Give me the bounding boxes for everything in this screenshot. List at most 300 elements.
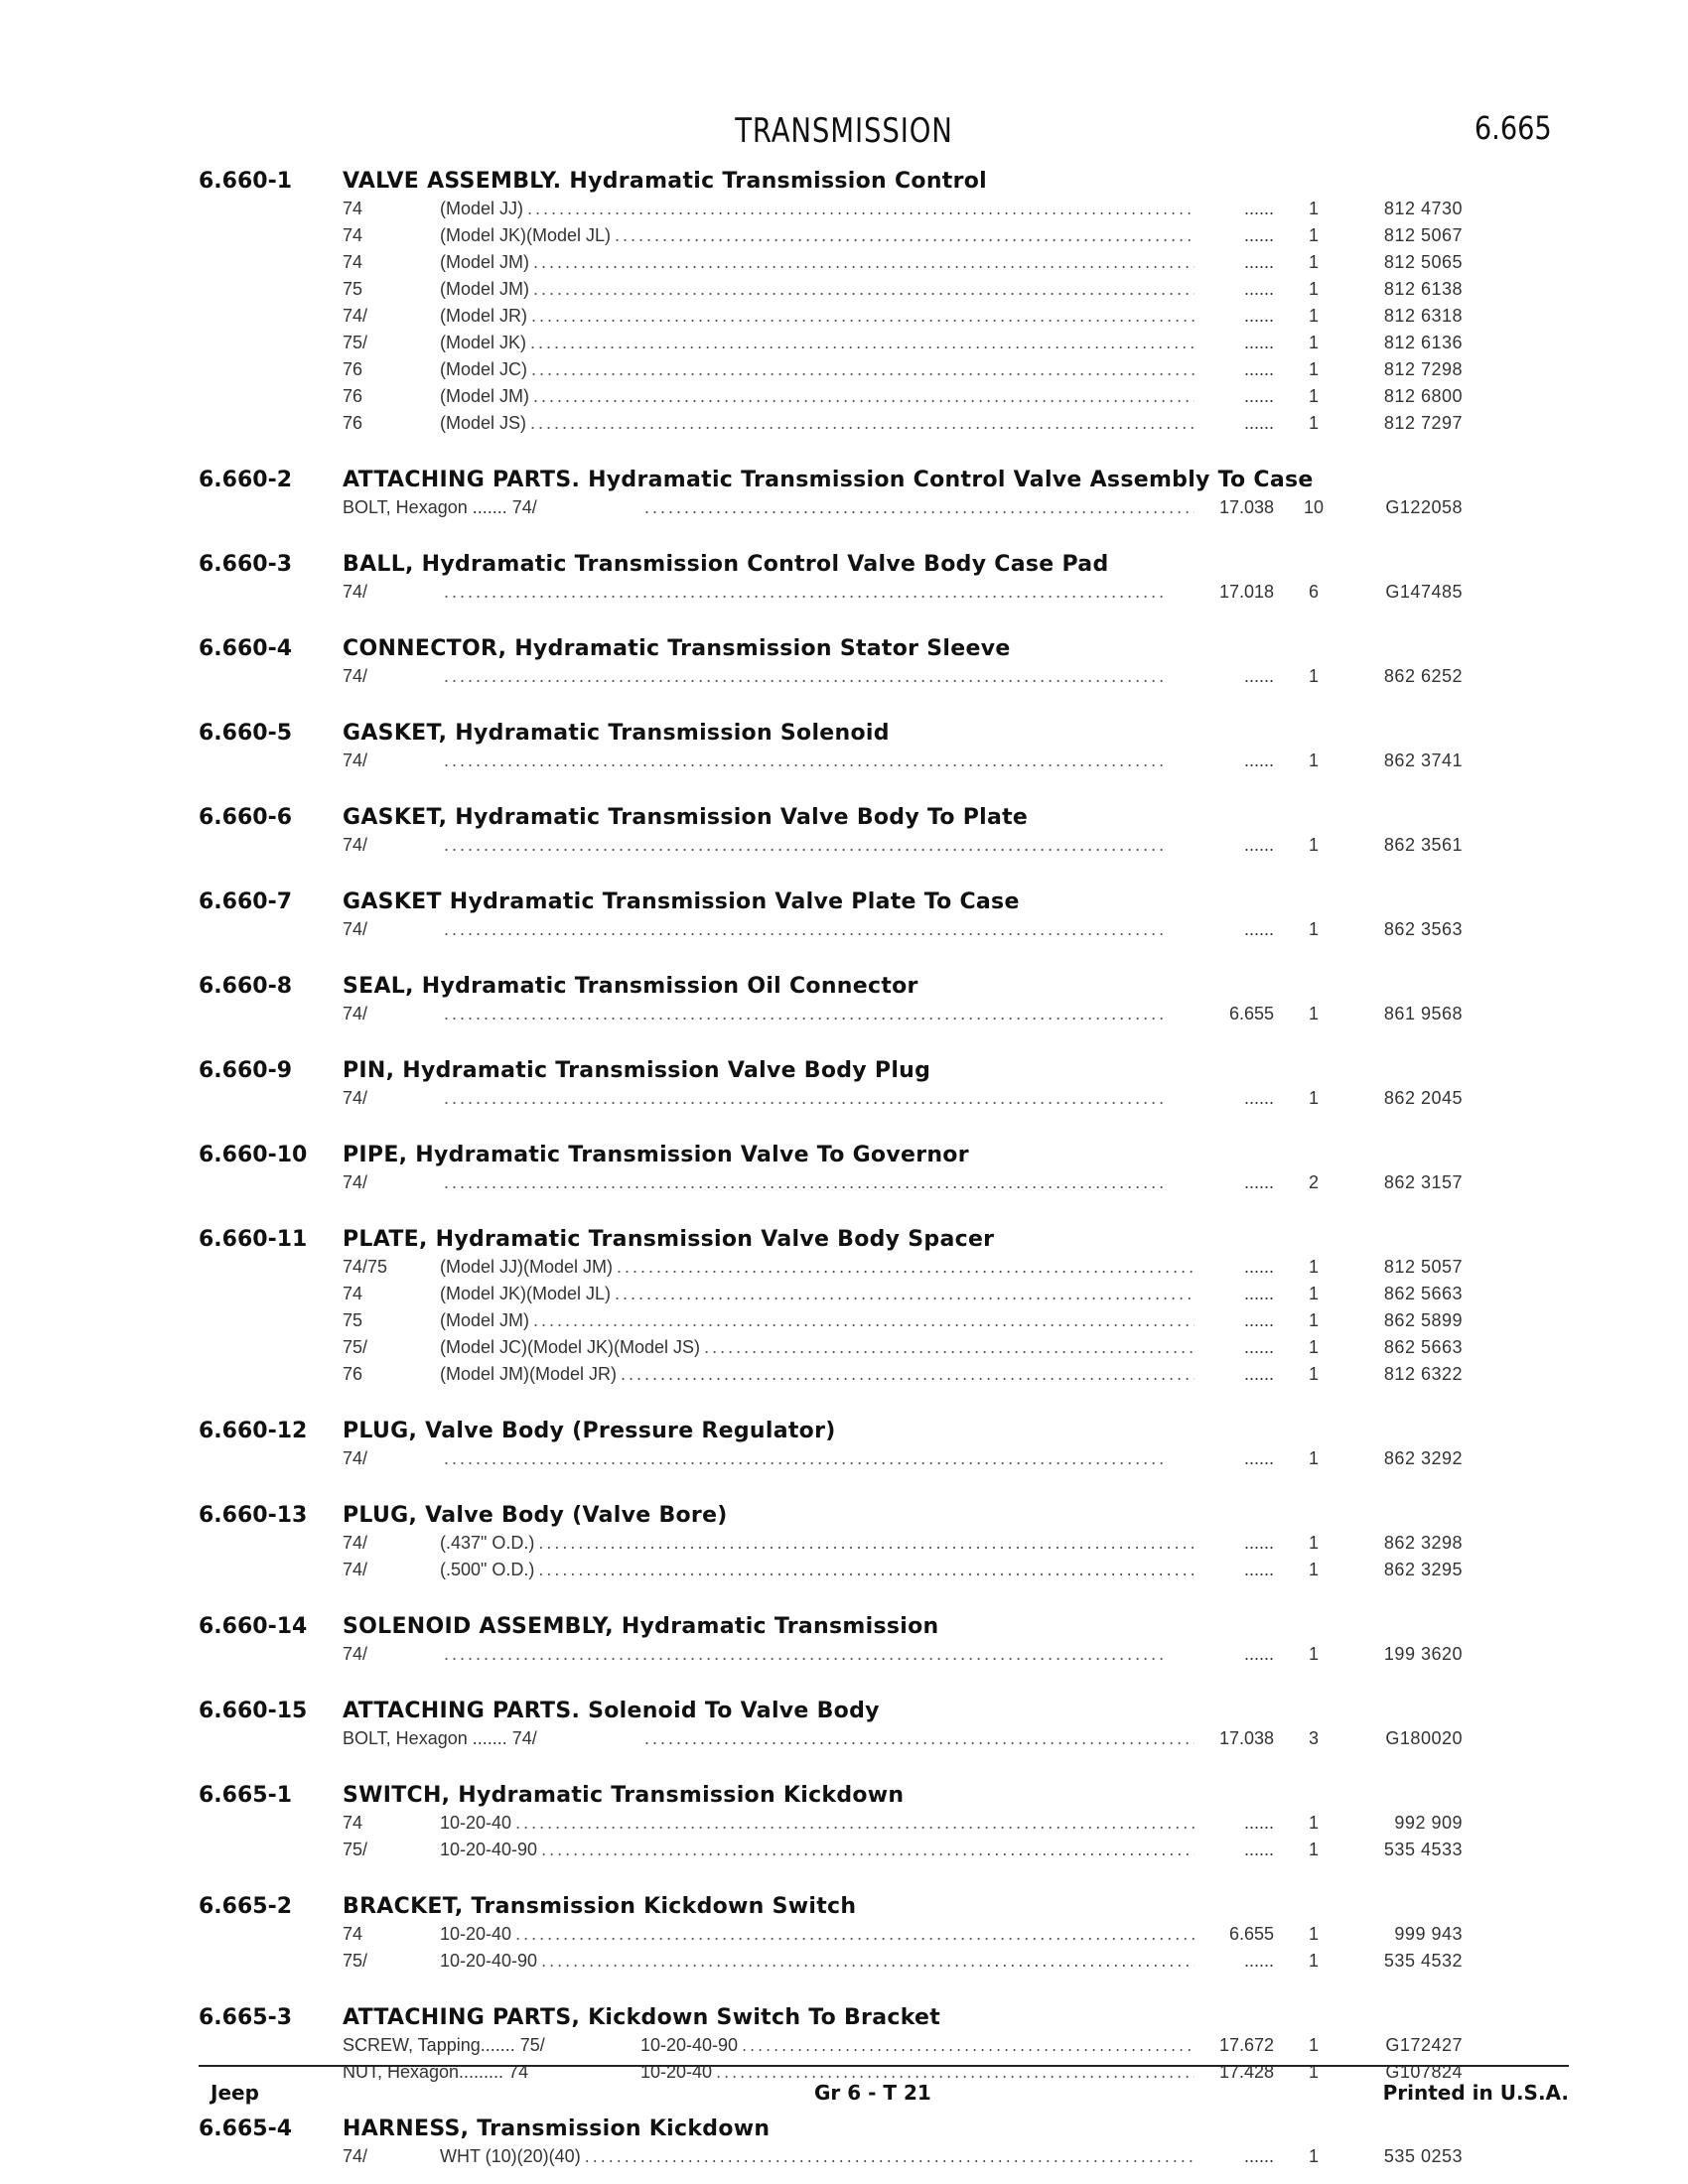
quantity: 1 (1308, 1533, 1319, 1553)
description-leader (440, 835, 1195, 856)
illustration-ref: ...... (1243, 2146, 1274, 2166)
part-line (199, 252, 1529, 279)
parts-entry (199, 1227, 1529, 1391)
illustration-ref: ...... (1243, 1840, 1274, 1859)
part-name: SOLENOID ASSEMBLY, Hydramatic Transmission (343, 1614, 939, 1639)
item-number: 6.660-7 (199, 889, 293, 914)
usage-description (440, 919, 444, 939)
page-title: TRANSMISSION (735, 111, 953, 151)
model-year: 74 (343, 225, 363, 245)
part-number: G180020 (1385, 1728, 1463, 1748)
part-line (199, 1257, 1529, 1284)
part-number: 812 6318 (1383, 306, 1463, 326)
part-name: SWITCH, Hydramatic Transmission Kickdown (343, 1783, 905, 1808)
quantity: 1 (1308, 333, 1319, 352)
description-leader (440, 1004, 1195, 1024)
model-year: 75/ (343, 1951, 368, 1971)
model-year: 75/ (343, 1840, 368, 1859)
entry-heading (199, 889, 1529, 919)
model-year: 75 (343, 279, 363, 299)
model-year: 74/ (343, 2146, 368, 2166)
entry-heading (199, 1614, 1529, 1644)
illustration-ref: ...... (1243, 1560, 1274, 1579)
illustration-ref: ...... (1243, 1951, 1274, 1971)
part-line (199, 1337, 1529, 1364)
description-leader (440, 333, 1195, 353)
item-number: 6.660-9 (199, 1058, 293, 1083)
part-number: G147485 (1385, 582, 1463, 602)
entry-heading (199, 1783, 1529, 1813)
part-name: GASKET, Hydramatic Transmission Valve Body To Plate (343, 805, 1029, 830)
part-number: G172427 (1385, 2035, 1463, 2055)
part-number: 535 4532 (1383, 1951, 1463, 1971)
quantity: 1 (1308, 1813, 1319, 1833)
part-line (199, 1004, 1529, 1030)
usage-description: (Model JK) (440, 333, 530, 352)
part-number: 812 6322 (1383, 1364, 1463, 1384)
part-line (199, 413, 1529, 440)
parts-entry (199, 636, 1529, 693)
parts-entry (199, 1419, 1529, 1475)
description-leader (440, 1448, 1195, 1469)
usage-description (440, 582, 444, 602)
usage-description: (Model JK)(Model JL) (440, 225, 615, 245)
description-leader (440, 1533, 1195, 1554)
usage-description: 10-20-40-90 (440, 1840, 541, 1859)
usage-description (640, 497, 644, 517)
illustration-ref: ...... (1243, 306, 1274, 326)
quantity: 1 (1308, 252, 1319, 272)
item-number: 6.660-5 (199, 721, 293, 746)
usage-description (440, 666, 444, 686)
quantity: 1 (1308, 666, 1319, 686)
model-year: 75/ (343, 1337, 368, 1357)
entry-heading (199, 1143, 1529, 1172)
part-line (199, 1924, 1529, 1951)
illustration-ref: ...... (1243, 1172, 1274, 1192)
part-number: 862 5663 (1383, 1337, 1463, 1357)
parts-entry (199, 552, 1529, 609)
entry-heading (199, 974, 1529, 1004)
quantity: 1 (1308, 1310, 1319, 1330)
part-number: 862 3292 (1383, 1448, 1463, 1468)
usage-description: 10-20-40 (440, 1813, 515, 1833)
quantity: 1 (1308, 306, 1319, 326)
model-year: 74/ (343, 1533, 368, 1553)
quantity: 1 (1308, 1560, 1319, 1579)
entry-heading (199, 1699, 1529, 1728)
part-number: G122058 (1385, 497, 1463, 517)
illustration-ref: 6.655 (1228, 1924, 1274, 1944)
quantity: 1 (1308, 1924, 1319, 1944)
parts-entry (199, 2116, 1529, 2173)
illustration-ref: ...... (1243, 835, 1274, 855)
part-line (199, 386, 1529, 413)
model-year: 76 (343, 386, 363, 406)
quantity: 10 (1303, 497, 1325, 517)
quantity: 1 (1308, 225, 1319, 245)
quantity: 1 (1308, 751, 1319, 770)
parts-entry (199, 805, 1529, 862)
model-year: 74 (343, 252, 363, 272)
usage-description: (Model JJ) (440, 199, 527, 218)
footer-brand: Jeep (211, 2081, 259, 2105)
description-leader (640, 497, 1195, 518)
model-year: 74/ (343, 1560, 368, 1579)
usage-description (440, 1088, 444, 1108)
item-number: 6.660-12 (199, 1419, 308, 1443)
description-leader (440, 582, 1195, 603)
model-year: 74 (343, 199, 363, 218)
quantity: 1 (1308, 1840, 1319, 1859)
footer-printed: Printed in U.S.A. (1382, 2081, 1569, 2105)
part-line (199, 1172, 1529, 1199)
description-leader (440, 279, 1195, 300)
description-leader (440, 1088, 1195, 1109)
model-year: 74/ (343, 306, 368, 326)
part-line (199, 1951, 1529, 1978)
illustration-ref: 17.428 (1218, 2062, 1274, 2082)
quantity: 1 (1308, 1257, 1319, 1277)
description-leader (440, 1364, 1195, 1385)
part-line (199, 1560, 1529, 1586)
entry-heading (199, 805, 1529, 835)
description-leader (440, 306, 1195, 327)
model-year: NUT, Hexagon......... 74 (343, 2062, 529, 2082)
parts-entry (199, 721, 1529, 777)
model-year: 74/ (343, 666, 368, 686)
quantity: 1 (1308, 1337, 1319, 1357)
usage-description: (Model JC)(Model JK)(Model JS) (440, 1337, 704, 1357)
parts-list (199, 169, 1529, 2183)
part-number: G107824 (1385, 2062, 1463, 2082)
part-line (199, 359, 1529, 386)
usage-description: 10-20-40 (640, 2062, 716, 2082)
model-year: BOLT, Hexagon ....... 74/ (343, 1728, 537, 1748)
part-number: 535 0253 (1383, 2146, 1463, 2166)
entry-heading (199, 636, 1529, 666)
description-leader (440, 413, 1195, 434)
part-number: 812 5065 (1383, 252, 1463, 272)
description-leader (440, 1560, 1195, 1580)
illustration-ref: 17.038 (1218, 1728, 1274, 1748)
item-number: 6.660-4 (199, 636, 293, 661)
part-name: SEAL, Hydramatic Transmission Oil Connector (343, 974, 918, 999)
item-number: 6.660-6 (199, 805, 293, 830)
part-name: ATTACHING PARTS. Hydramatic Transmission Control Valve Assembly To Case (343, 468, 1314, 492)
description-leader (440, 359, 1195, 380)
illustration-ref: ...... (1243, 225, 1274, 245)
part-number: 812 4730 (1383, 199, 1463, 218)
description-leader (440, 2146, 1195, 2167)
part-line (199, 1448, 1529, 1475)
usage-description (440, 1644, 444, 1664)
usage-description (440, 1172, 444, 1192)
entry-heading (199, 552, 1529, 582)
quantity: 3 (1308, 1728, 1319, 1748)
part-name: PLATE, Hydramatic Transmission Valve Body Spacer (343, 1227, 995, 1252)
part-number: 812 5067 (1383, 225, 1463, 245)
description-leader (440, 1924, 1195, 1945)
part-name: ATTACHING PARTS, Kickdown Switch To Bracket (343, 2005, 941, 2030)
illustration-ref: ...... (1243, 1088, 1274, 1108)
part-line (199, 835, 1529, 862)
usage-description: 10-20-40 (440, 1924, 515, 1944)
item-number: 6.665-1 (199, 1783, 293, 1808)
entry-heading (199, 1894, 1529, 1924)
model-year: 74/ (343, 1088, 368, 1108)
usage-description (440, 1004, 444, 1024)
usage-description: (Model JJ)(Model JM) (440, 1257, 617, 1277)
usage-description: (Model JR) (440, 306, 531, 326)
part-line (199, 2035, 1529, 2062)
description-leader (440, 252, 1195, 273)
illustration-ref: ...... (1243, 1257, 1274, 1277)
part-number: 999 943 (1394, 1924, 1463, 1944)
illustration-ref: ...... (1243, 1448, 1274, 1468)
entry-heading (199, 1227, 1529, 1257)
description-leader (440, 1310, 1195, 1331)
parts-entry (199, 974, 1529, 1030)
illustration-ref: ...... (1243, 333, 1274, 352)
part-name: BRACKET, Transmission Kickdown Switch (343, 1894, 857, 1919)
description-leader (440, 1172, 1195, 1193)
usage-description (440, 1448, 444, 1468)
usage-description (440, 751, 444, 770)
part-number: 862 5899 (1383, 1310, 1463, 1330)
entry-heading (199, 1419, 1529, 1448)
entry-heading (199, 1058, 1529, 1088)
illustration-ref: ...... (1243, 666, 1274, 686)
description-leader (440, 1284, 1195, 1304)
part-number: 812 7297 (1383, 413, 1463, 433)
part-line (199, 1364, 1529, 1391)
description-leader (440, 751, 1195, 771)
part-number: 812 6136 (1383, 333, 1463, 352)
part-line (199, 1840, 1529, 1866)
model-year: 75/ (343, 333, 368, 352)
quantity: 1 (1308, 413, 1319, 433)
item-number: 6.660-3 (199, 552, 293, 577)
quantity: 1 (1308, 2146, 1319, 2166)
part-line (199, 1284, 1529, 1310)
usage-description: 10-20-40-90 (640, 2035, 742, 2055)
model-year: 76 (343, 413, 363, 433)
description-leader (640, 2035, 1195, 2056)
description-leader (440, 1951, 1195, 1972)
part-number: 812 5057 (1383, 1257, 1463, 1277)
part-line (199, 1310, 1529, 1337)
part-name: PIN, Hydramatic Transmission Valve Body Plug (343, 1058, 931, 1083)
part-number: 862 3298 (1383, 1533, 1463, 1553)
part-line (199, 1644, 1529, 1671)
illustration-ref: ...... (1243, 1284, 1274, 1303)
part-name: PLUG, Valve Body (Valve Bore) (343, 1503, 728, 1528)
description-leader (440, 919, 1195, 940)
description-leader (440, 199, 1195, 219)
parts-entry (199, 1783, 1529, 1866)
part-name: GASKET Hydramatic Transmission Valve Plate To Case (343, 889, 1020, 914)
illustration-ref: ...... (1243, 199, 1274, 218)
model-year: 75 (343, 1310, 363, 1330)
part-number: 812 7298 (1383, 359, 1463, 379)
description-leader (440, 386, 1195, 407)
parts-entry (199, 2005, 1529, 2089)
entry-heading (199, 1503, 1529, 1533)
description-leader (440, 1337, 1195, 1358)
usage-description: WHT (10)(20)(40) (440, 2146, 585, 2166)
item-number: 6.660-10 (199, 1143, 308, 1167)
model-year: 74/ (343, 1448, 368, 1468)
part-name: CONNECTOR, Hydramatic Transmission Stator Sleeve (343, 636, 1011, 661)
illustration-ref: 17.038 (1218, 497, 1274, 517)
part-line (199, 279, 1529, 306)
model-year: 74/ (343, 1172, 368, 1192)
quantity: 1 (1308, 2035, 1319, 2055)
part-line (199, 666, 1529, 693)
entry-heading (199, 2005, 1529, 2035)
description-leader (440, 1840, 1195, 1860)
part-number: 992 909 (1394, 1813, 1463, 1833)
model-year: 74/ (343, 919, 368, 939)
part-name: ATTACHING PARTS. Solenoid To Valve Body (343, 1699, 880, 1723)
part-line (199, 333, 1529, 359)
illustration-ref: ...... (1243, 386, 1274, 406)
quantity: 1 (1308, 279, 1319, 299)
part-line (199, 582, 1529, 609)
part-number: 862 3295 (1383, 1560, 1463, 1579)
part-number: 862 6252 (1383, 666, 1463, 686)
illustration-ref: ...... (1243, 413, 1274, 433)
parts-entry (199, 468, 1529, 524)
item-number: 6.665-2 (199, 1894, 293, 1919)
part-line (199, 751, 1529, 777)
quantity: 1 (1308, 2062, 1319, 2082)
footer-page-ref: Gr 6 - T 21 (814, 2081, 931, 2105)
model-year: 74/ (343, 1004, 368, 1024)
illustration-ref: ...... (1243, 1533, 1274, 1553)
model-year: SCREW, Tapping....... 75/ (343, 2035, 545, 2055)
model-year: BOLT, Hexagon ....... 74/ (343, 497, 537, 517)
part-line (199, 306, 1529, 333)
part-line (199, 1533, 1529, 1560)
parts-entry (199, 1699, 1529, 1755)
part-line (199, 497, 1529, 524)
illustration-ref: ...... (1243, 919, 1274, 939)
quantity: 1 (1308, 386, 1319, 406)
description-leader (640, 1728, 1195, 1749)
quantity: 1 (1308, 1284, 1319, 1303)
quantity: 1 (1308, 199, 1319, 218)
illustration-ref: 17.672 (1218, 2035, 1274, 2055)
quantity: 1 (1308, 1088, 1319, 1108)
illustration-ref: 6.655 (1228, 1004, 1274, 1024)
part-number: 862 3157 (1383, 1172, 1463, 1192)
quantity: 1 (1308, 1951, 1319, 1971)
part-name: HARNESS, Transmission Kickdown (343, 2116, 771, 2141)
parts-entry (199, 1058, 1529, 1115)
model-year: 74/ (343, 1644, 368, 1664)
model-year: 74/75 (343, 1257, 388, 1277)
illustration-ref: ...... (1243, 1644, 1274, 1664)
part-line (199, 2146, 1529, 2173)
item-number: 6.660-15 (199, 1699, 308, 1723)
parts-entry (199, 1143, 1529, 1199)
usage-description (640, 1728, 644, 1748)
illustration-ref: ...... (1243, 1364, 1274, 1384)
part-line (199, 919, 1529, 946)
quantity: 1 (1308, 359, 1319, 379)
quantity: 2 (1308, 1172, 1319, 1192)
illustration-ref: ...... (1243, 1813, 1274, 1833)
usage-description: (Model JM)(Model JR) (440, 1364, 621, 1384)
part-number: 862 3561 (1383, 835, 1463, 855)
illustration-ref: 17.018 (1218, 582, 1274, 602)
entry-heading (199, 468, 1529, 497)
parts-entry (199, 1503, 1529, 1586)
illustration-ref: ...... (1243, 279, 1274, 299)
description-leader (440, 1257, 1195, 1278)
item-number: 6.660-2 (199, 468, 293, 492)
quantity: 1 (1308, 1644, 1319, 1664)
illustration-ref: ...... (1243, 1337, 1274, 1357)
usage-description: (Model JM) (440, 1310, 533, 1330)
quantity: 6 (1308, 582, 1319, 602)
item-number: 6.660-8 (199, 974, 293, 999)
part-number: 199 3620 (1383, 1644, 1463, 1664)
item-number: 6.660-13 (199, 1503, 308, 1528)
description-leader (440, 666, 1195, 687)
description-leader (440, 1644, 1195, 1665)
model-year: 74/ (343, 582, 368, 602)
part-name: GASKET, Hydramatic Transmission Solenoid (343, 721, 890, 746)
item-number: 6.660-1 (199, 169, 293, 194)
illustration-ref: ...... (1243, 751, 1274, 770)
part-number: 861 9568 (1383, 1004, 1463, 1024)
quantity: 1 (1308, 1364, 1319, 1384)
part-name: PLUG, Valve Body (Pressure Regulator) (343, 1419, 836, 1443)
model-year: 74/ (343, 835, 368, 855)
part-name: VALVE ASSEMBLY. Hydramatic Transmission Control (343, 169, 988, 194)
part-number: 862 2045 (1383, 1088, 1463, 1108)
quantity: 1 (1308, 835, 1319, 855)
part-number: 862 3563 (1383, 919, 1463, 939)
quantity: 1 (1308, 919, 1319, 939)
usage-description: (Model JM) (440, 252, 533, 272)
description-leader (440, 225, 1195, 246)
usage-description: (Model JM) (440, 386, 533, 406)
part-line (199, 1813, 1529, 1840)
usage-description: (Model JC) (440, 359, 531, 379)
section-number: 6.665 (1475, 109, 1553, 147)
model-year: 74/ (343, 751, 368, 770)
part-line (199, 1728, 1529, 1755)
item-number: 6.660-11 (199, 1227, 308, 1252)
item-number: 6.665-4 (199, 2116, 293, 2141)
description-leader (440, 1813, 1195, 1834)
part-number: 535 4533 (1383, 1840, 1463, 1859)
part-name: BALL, Hydramatic Transmission Control Valve Body Case Pad (343, 552, 1109, 577)
usage-description: (Model JS) (440, 413, 530, 433)
part-number: 812 6138 (1383, 279, 1463, 299)
quantity: 1 (1308, 1448, 1319, 1468)
quantity: 1 (1308, 1004, 1319, 1024)
illustration-ref: ...... (1243, 1310, 1274, 1330)
usage-description: 10-20-40-90 (440, 1951, 541, 1971)
model-year: 74 (343, 1284, 363, 1303)
part-line (199, 1088, 1529, 1115)
parts-entry (199, 1614, 1529, 1671)
